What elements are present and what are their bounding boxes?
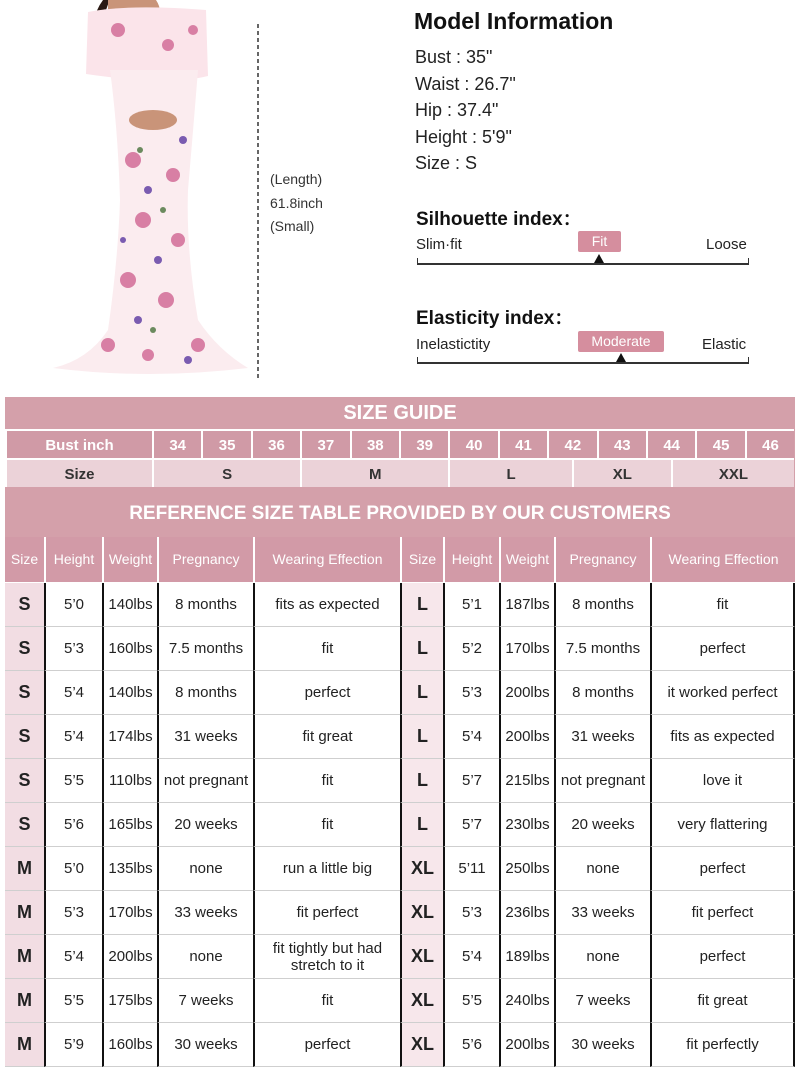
model-dress-photo (48, 0, 248, 380)
weight-cell: 170lbs (102, 891, 157, 935)
pregnancy-cell: 8 months (157, 583, 253, 627)
wearing-effection-cell: fit (253, 803, 400, 847)
weight-cell: 110lbs (102, 759, 157, 803)
weight-cell: 170lbs (499, 627, 554, 671)
height-cell: 5’7 (443, 803, 499, 847)
height-cell: 5’3 (443, 671, 499, 715)
size-cell: L (400, 715, 443, 759)
wearing-effection-cell: fit (253, 759, 400, 803)
size-cell: S (5, 803, 44, 847)
header-pregnancy: Pregnancy (554, 537, 650, 582)
pregnancy-cell: not pregnant (157, 759, 253, 803)
model-bust: Bust : 35" (415, 47, 493, 67)
height-cell: 5’5 (443, 979, 499, 1023)
weight-cell: 165lbs (102, 803, 157, 847)
bust-inch-cell: 35 (201, 429, 250, 458)
header-height: Height (44, 537, 102, 582)
wearing-effection-cell: perfect (253, 671, 400, 715)
size-range-cell: XL (572, 458, 671, 487)
weight-cell: 240lbs (499, 979, 554, 1023)
pregnancy-cell: none (157, 935, 253, 979)
weight-cell: 189lbs (499, 935, 554, 979)
length-size-note: (Small) (270, 218, 315, 234)
wearing-effection-cell: fit (253, 979, 400, 1023)
size-cell: L (400, 671, 443, 715)
pregnancy-cell: 20 weeks (157, 803, 253, 847)
pregnancy-cell: 30 weeks (157, 1023, 253, 1067)
weight-cell: 215lbs (499, 759, 554, 803)
bust-inch-cell: 40 (448, 429, 497, 458)
model-info-title: Model Information (414, 8, 614, 34)
wearing-effection-cell: fit perfect (650, 891, 795, 935)
size-cell: XL (400, 979, 443, 1023)
header-height: Height (443, 537, 499, 582)
wearing-effection-cell: fit great (253, 715, 400, 759)
weight-cell: 175lbs (102, 979, 157, 1023)
size-label: Size (5, 458, 152, 487)
bust-inch-cell: 34 (152, 429, 201, 458)
weight-cell: 200lbs (499, 1023, 554, 1067)
height-cell: 5’4 (44, 671, 102, 715)
height-cell: 5’5 (44, 979, 102, 1023)
pregnancy-cell: 31 weeks (157, 715, 253, 759)
wearing-effection-cell: perfect (650, 935, 795, 979)
size-cell: M (5, 935, 44, 979)
weight-cell: 174lbs (102, 715, 157, 759)
size-cell: S (5, 759, 44, 803)
pregnancy-cell: not pregnant (554, 759, 650, 803)
height-cell: 5’4 (443, 715, 499, 759)
bust-inch-cell: 36 (251, 429, 300, 458)
size-cell: XL (400, 847, 443, 891)
silhouette-marker-icon (594, 254, 604, 263)
wearing-effection-cell: fit (650, 583, 795, 627)
height-cell: 5’3 (443, 891, 499, 935)
pregnancy-cell: 30 weeks (554, 1023, 650, 1067)
size-guide-table (5, 397, 795, 537)
wearing-effection-cell: perfect (253, 1023, 400, 1067)
elasticity-right-label: Elastic (702, 336, 747, 353)
height-cell: 5’3 (44, 891, 102, 935)
height-cell: 5’6 (443, 1023, 499, 1067)
pregnancy-cell: 7 weeks (157, 979, 253, 1023)
wearing-effection-cell: fits as expected (253, 583, 400, 627)
size-guide-title: SIZE GUIDE (343, 402, 457, 424)
height-cell: 5’4 (44, 935, 102, 979)
model-waist: Waist : 26.7" (415, 74, 516, 94)
size-range-cell: S (152, 458, 300, 487)
model-size: Size : S (415, 153, 478, 173)
height-cell: 5’1 (443, 583, 499, 627)
silhouette-title: Silhouette index： (416, 209, 582, 230)
size-range-cell: M (300, 458, 448, 487)
pregnancy-cell: 33 weeks (157, 891, 253, 935)
pregnancy-cell: 8 months (157, 671, 253, 715)
bust-inch-cell: 42 (547, 429, 596, 458)
height-cell: 5’3 (44, 627, 102, 671)
wearing-effection-cell: fits as expected (650, 715, 795, 759)
silhouette-value: Fit (578, 231, 621, 252)
pregnancy-cell: none (554, 935, 650, 979)
header-size: Size (5, 537, 44, 582)
elasticity-left-label: Inelastictity (416, 336, 491, 353)
size-cell: S (5, 583, 44, 627)
weight-cell: 140lbs (102, 583, 157, 627)
height-cell: 5’7 (443, 759, 499, 803)
size-cell: XL (400, 891, 443, 935)
height-cell: 5’11 (443, 847, 499, 891)
wearing-effection-cell: perfect (650, 847, 795, 891)
wearing-effection-cell: perfect (650, 627, 795, 671)
wearing-effection-cell: fit great (650, 979, 795, 1023)
silhouette-right-label: Loose (706, 236, 747, 253)
bust-inch-cell: 46 (745, 429, 794, 458)
elasticity-value: Moderate (578, 331, 664, 352)
weight-cell: 236lbs (499, 891, 554, 935)
pregnancy-cell: 20 weeks (554, 803, 650, 847)
height-cell: 5’4 (443, 935, 499, 979)
height-cell: 5’9 (44, 1023, 102, 1067)
size-range-cell: XXL (671, 458, 795, 487)
header-pregnancy: Pregnancy (157, 537, 253, 582)
weight-cell: 230lbs (499, 803, 554, 847)
bust-inch-cell: 37 (300, 429, 349, 458)
bust-inch-cell: 39 (399, 429, 448, 458)
size-range-cell: L (448, 458, 572, 487)
pregnancy-cell: 31 weeks (554, 715, 650, 759)
customer-reference-table (5, 537, 795, 1063)
height-cell: 5’0 (44, 583, 102, 627)
size-cell: M (5, 1023, 44, 1067)
weight-cell: 200lbs (499, 715, 554, 759)
wearing-effection-cell: fit perfect (253, 891, 400, 935)
weight-cell: 160lbs (102, 627, 157, 671)
wearing-effection-cell: fit tightly but had stretch to it (253, 935, 400, 979)
silhouette-left-label: Slim·fit (416, 236, 462, 253)
pregnancy-cell: 8 months (554, 583, 650, 627)
weight-cell: 187lbs (499, 583, 554, 627)
height-cell: 5’2 (443, 627, 499, 671)
length-value: 61.8inch (270, 195, 323, 211)
height-cell: 5’5 (44, 759, 102, 803)
size-cell: M (5, 847, 44, 891)
weight-cell: 160lbs (102, 1023, 157, 1067)
size-cell: S (5, 715, 44, 759)
size-cell: S (5, 671, 44, 715)
height-cell: 5’0 (44, 847, 102, 891)
pregnancy-cell: 33 weeks (554, 891, 650, 935)
model-hip: Hip : 37.4" (415, 100, 499, 120)
elasticity-marker-icon (616, 353, 626, 362)
wearing-effection-cell: very flattering (650, 803, 795, 847)
size-cell: L (400, 583, 443, 627)
header-wearing-effection: Wearing Effection (253, 537, 400, 582)
size-cell: XL (400, 935, 443, 979)
silhouette-scale (417, 263, 749, 265)
bust-inch-cell: 44 (646, 429, 695, 458)
header-weight: Weight (102, 537, 157, 582)
pregnancy-cell: none (157, 847, 253, 891)
pregnancy-cell: 8 months (554, 671, 650, 715)
bust-inch-cell: 45 (695, 429, 744, 458)
bust-inch-cell: 43 (597, 429, 646, 458)
weight-cell: 200lbs (499, 671, 554, 715)
elasticity-title: Elasticity index： (416, 308, 574, 329)
wearing-effection-cell: fit perfectly (650, 1023, 795, 1067)
size-cell: L (400, 627, 443, 671)
size-cell: S (5, 627, 44, 671)
wearing-effection-cell: it worked perfect (650, 671, 795, 715)
weight-cell: 250lbs (499, 847, 554, 891)
pregnancy-cell: 7.5 months (157, 627, 253, 671)
header-size: Size (400, 537, 443, 582)
model-height: Height : 5'9" (415, 127, 512, 147)
wearing-effection-cell: fit (253, 627, 400, 671)
bust-inch-cell: 38 (350, 429, 399, 458)
header-weight: Weight (499, 537, 554, 582)
bust-inch-cell: 41 (498, 429, 547, 458)
header-wearing-effection: Wearing Effection (650, 537, 795, 582)
size-cell: XL (400, 1023, 443, 1067)
length-label: (Length) (270, 171, 323, 187)
pregnancy-cell: none (554, 847, 650, 891)
reference-table-title: REFERENCE SIZE TABLE PROVIDED BY OUR CUSTOMERS (129, 503, 671, 524)
height-cell: 5’6 (44, 803, 102, 847)
weight-cell: 135lbs (102, 847, 157, 891)
size-cell: L (400, 803, 443, 847)
elasticity-scale (417, 362, 749, 364)
size-cell: L (400, 759, 443, 803)
wearing-effection-cell: run a little big (253, 847, 400, 891)
weight-cell: 200lbs (102, 935, 157, 979)
size-cell: M (5, 891, 44, 935)
pregnancy-cell: 7.5 months (554, 627, 650, 671)
bust-inch-label: Bust inch (5, 429, 152, 458)
wearing-effection-cell: love it (650, 759, 795, 803)
size-cell: M (5, 979, 44, 1023)
pregnancy-cell: 7 weeks (554, 979, 650, 1023)
weight-cell: 140lbs (102, 671, 157, 715)
height-cell: 5’4 (44, 715, 102, 759)
length-dimension-line (257, 24, 259, 380)
